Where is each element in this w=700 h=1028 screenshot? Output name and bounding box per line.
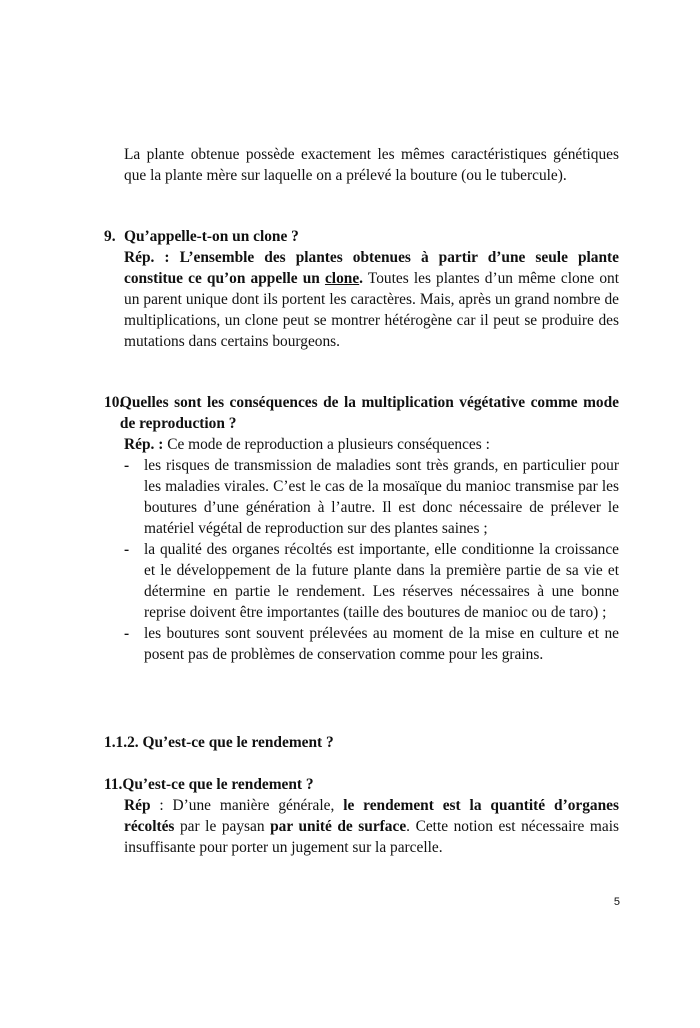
answer-intro-text: Ce mode de reproduction a plusieurs conséquences :	[167, 436, 490, 453]
question-10	[104, 392, 619, 665]
question-11-text: Qu’est-ce que le rendement ?	[122, 776, 314, 793]
section-heading	[104, 732, 619, 753]
answer-intro-text: : D’une manière générale,	[150, 797, 335, 814]
section-number: 1.1.2.	[104, 734, 139, 751]
list-item	[124, 623, 619, 665]
question-9-text: Qu’appelle-t-on un clone ?	[124, 228, 299, 245]
question-11-answer	[104, 795, 619, 858]
consequences-list	[104, 455, 619, 665]
question-11	[104, 774, 619, 858]
bullet-dash: -	[124, 457, 130, 474]
answer-bold-unit: par unité de surface	[270, 818, 407, 835]
question-9-answer	[104, 247, 619, 352]
intro-text: La plante obtenue possède exactement les mêmes caractéristiques génétiques que la plante mère sur laquelle on a prélevé la bouture (ou le tubercule).	[124, 146, 619, 184]
bullet-dash: -	[124, 541, 130, 558]
answer-label: Rép. :	[124, 249, 170, 266]
question-10-answer-intro	[104, 434, 619, 455]
list-item	[124, 455, 619, 539]
answer-label: Rép. :	[124, 436, 164, 453]
question-9-number: 9.	[104, 228, 116, 245]
question-11-number: 11.	[104, 776, 123, 793]
answer-label: Rép	[124, 797, 151, 814]
section-title-line	[104, 732, 619, 753]
list-item-text: les boutures sont souvent prélevées au moment de la mise en culture et ne posent pas de problèmes de conservation comme pour les grains.	[144, 625, 619, 663]
answer-bold-text: L’ensemble des plantes obtenues à partir d’une seule plante constitue ce qu’on appelle un	[124, 249, 619, 287]
answer-rest-text: . Cette notion est nécessaire mais insuffisante pour porter un jugement sur la parcelle.	[124, 818, 619, 856]
question-10-heading	[104, 392, 619, 434]
question-9-heading	[104, 226, 619, 247]
answer-period: .	[359, 270, 364, 287]
list-item-text: la qualité des organes récoltés est importante, elle conditionne la croissance et le développement de la future plante dans la première partie de sa vie et détermine en partie le rendement. Les réserves nécessaires à une bonne reprise doivent être importantes (taille des boutures de manioc ou de taro) ;	[144, 541, 619, 621]
question-10-text: Quelles sont les conséquences de la multiplication végétative comme mode de reproduction ?	[119, 394, 619, 432]
question-9	[104, 226, 619, 352]
answer-bold-definition: le rendement est la quantité d’organes récoltés	[124, 797, 619, 835]
answer-mid-text: par le paysan	[179, 818, 265, 835]
list-item-text: les risques de transmission de maladies sont très grands, en particulier pour les maladies virales. C’est le cas de la mosaïque du manioc transmise par les boutures d’une génération à l’autre. Il est donc nécessaire de prélever le matériel végétal de reproduction sur des plantes saines ;	[144, 457, 619, 537]
bullet-dash: -	[124, 625, 130, 642]
page-number: 5	[613, 896, 620, 908]
intro-paragraph	[104, 144, 619, 186]
question-10-number: 10.	[104, 394, 124, 411]
answer-rest-text: Toutes les plantes d’un même clone ont un parent unique dont ils portent les caractères. Mais, après un grand nombre de multiplications, un clone peut se montrer hétérogène car il peut se produire des mutations dans certains bourgeons.	[124, 270, 619, 350]
clone-term: clone	[324, 270, 360, 287]
list-item	[124, 539, 619, 623]
section-title: Qu’est-ce que le rendement ?	[142, 734, 334, 751]
question-11-heading	[104, 774, 619, 795]
